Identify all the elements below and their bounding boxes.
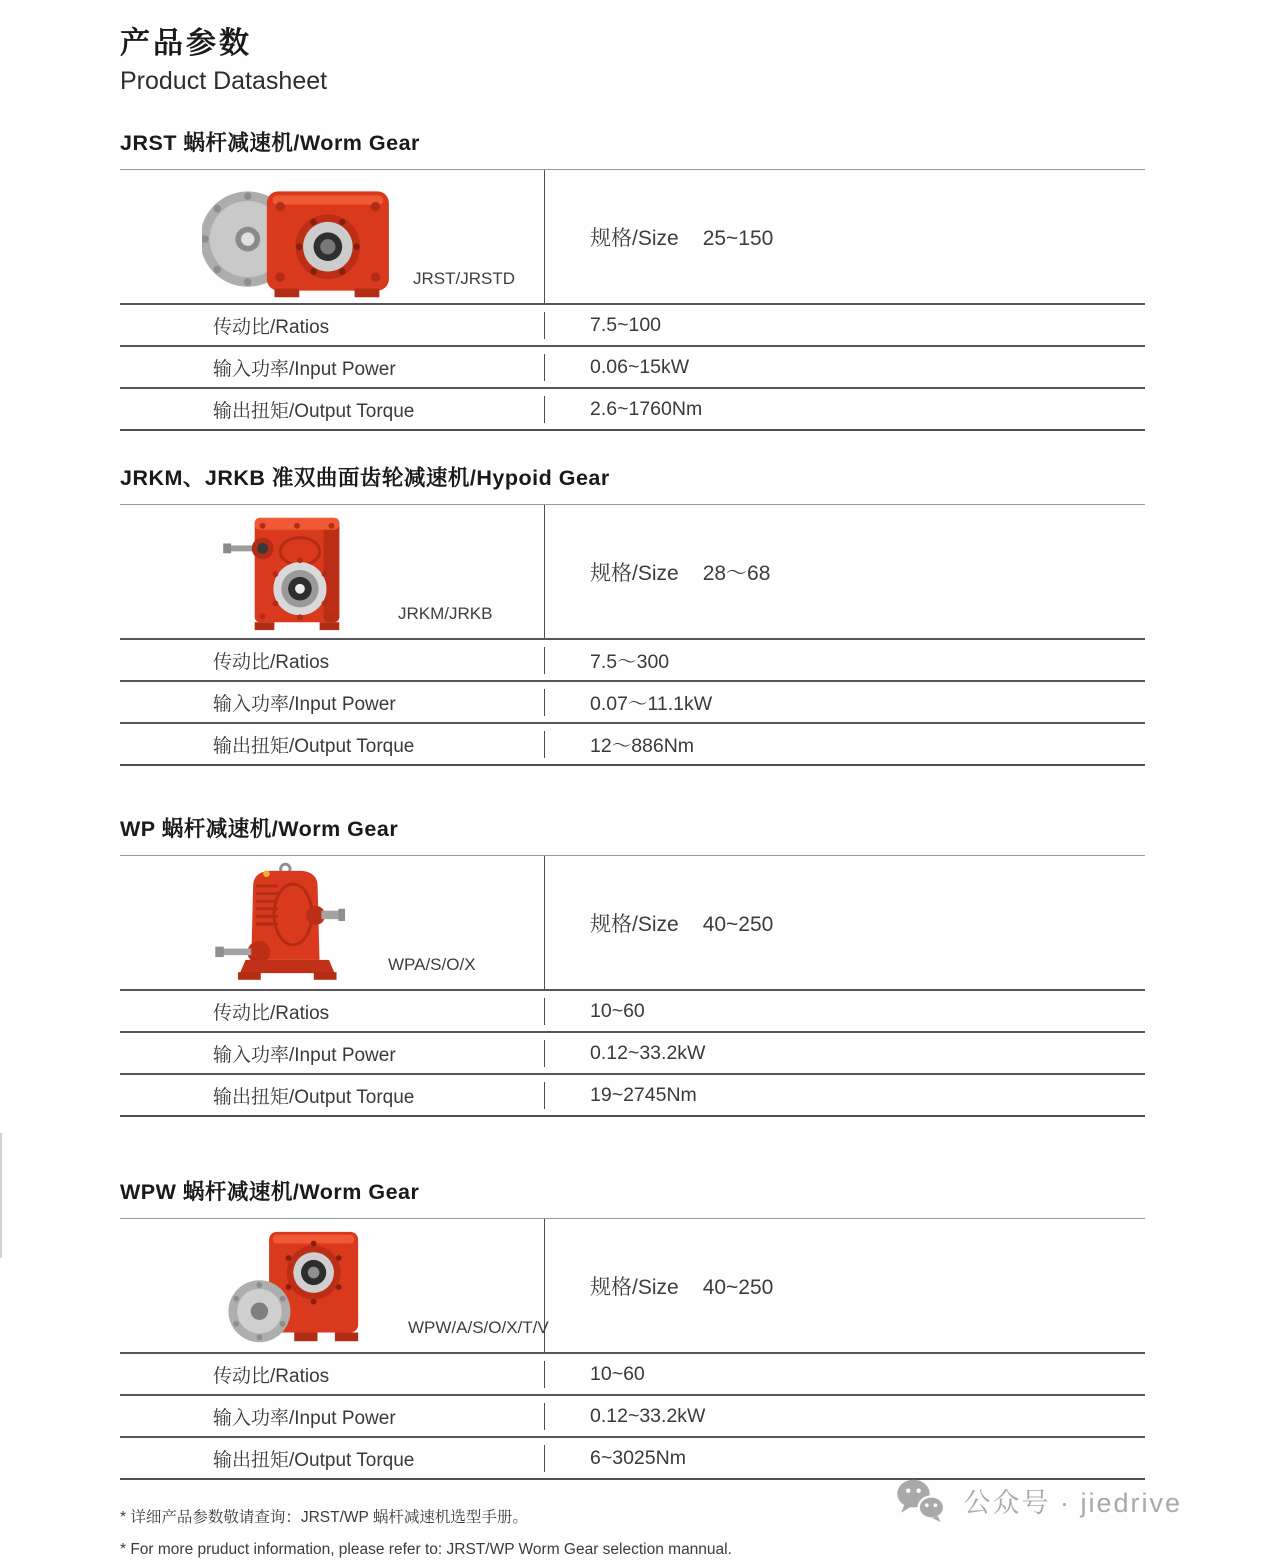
row-value: 7.5~100 — [590, 313, 662, 336]
row-label: 输出扭矩/Output Torque — [213, 400, 415, 422]
spec-table-wp — [120, 855, 1145, 1117]
image-row — [120, 505, 1145, 638]
gearbox-photo-wpw-icon — [202, 1228, 402, 1348]
size-spec-wp: 规格/Size 40~250 — [590, 912, 774, 936]
spec-table-jrst — [120, 169, 1145, 431]
row-label: 输入功率/Input Power — [213, 1407, 396, 1429]
spec-row-input-power — [120, 680, 1145, 722]
section-jrst — [120, 126, 1145, 431]
spec-row-input-power — [120, 1031, 1145, 1073]
size-spec-wpw: 规格/Size 40~250 — [590, 1275, 774, 1299]
spec-table-wpw — [120, 1218, 1145, 1480]
row-value: 19~2745Nm — [590, 1083, 697, 1106]
row-value: 10~60 — [590, 1362, 645, 1385]
row-value: 7.5～300 — [590, 651, 670, 673]
image-row — [120, 1219, 1145, 1352]
size-spec-jrst: 规格/Size 25~150 — [590, 226, 774, 250]
size-spec-jrkm: 规格/Size 28～68 — [590, 561, 771, 585]
spec-row-ratios — [120, 989, 1145, 1031]
model-label-jrkm: JRKM/JRKB — [398, 604, 493, 623]
spec-row-output-torque — [120, 722, 1145, 764]
row-value: 0.12~33.2kW — [590, 1041, 706, 1064]
section-heading-wpw: WPW 蜗杆减速机/Worm Gear — [120, 1180, 420, 1204]
gearbox-photo-wp-icon — [202, 859, 382, 985]
row-value: 0.07～11.1kW — [590, 693, 713, 715]
section-heading-jrkm: JRKM、JRKB 准双曲面齿轮减速机/Hypoid Gear — [120, 466, 610, 490]
row-label: 输入功率/Input Power — [213, 693, 396, 715]
wechat-watermark — [895, 1478, 1182, 1522]
row-label: 输出扭矩/Output Torque — [213, 735, 415, 757]
row-value: 0.12~33.2kW — [590, 1404, 706, 1427]
gearbox-photo-jrkm-icon — [202, 512, 392, 634]
spec-row-ratios — [120, 638, 1145, 680]
watermark-text: 公众号 · jiedrive — [963, 1487, 1182, 1518]
footnote-en: * For more pruduct information, please refer to: JRST/WP Worm Gear selection mannual. — [120, 1540, 732, 1558]
image-row — [120, 856, 1145, 989]
wechat-icon — [895, 1478, 947, 1522]
row-label: 传动比/Ratios — [213, 316, 330, 338]
section-heading-wp: WP 蜗杆减速机/Worm Gear — [120, 817, 399, 841]
spec-row-output-torque — [120, 1073, 1145, 1115]
row-value: 2.6~1760Nm — [590, 397, 703, 420]
row-label: 传动比/Ratios — [213, 651, 330, 673]
row-label: 输出扭矩/Output Torque — [213, 1086, 415, 1108]
page-title-zh: 产品参数 — [120, 27, 252, 60]
model-label-wpw: WPW/A/S/O/X/T/V — [408, 1318, 549, 1337]
spec-row-ratios — [120, 1352, 1145, 1394]
image-row — [120, 170, 1145, 303]
row-label: 输出扭矩/Output Torque — [213, 1449, 415, 1471]
row-value: 0.06~15kW — [590, 355, 690, 378]
row-label: 输入功率/Input Power — [213, 1044, 396, 1066]
spec-row-input-power — [120, 1394, 1145, 1436]
row-label: 传动比/Ratios — [213, 1002, 330, 1024]
spec-row-output-torque — [120, 387, 1145, 429]
footnote-zh: * 详细产品参数敬请查询：JRST/WP 蜗杆减速机选型手册。 — [120, 1509, 528, 1526]
row-value: 6~3025Nm — [590, 1446, 686, 1469]
section-jrkm — [120, 461, 1145, 766]
spec-row-input-power — [120, 345, 1145, 387]
spec-row-output-torque — [120, 1436, 1145, 1478]
row-label: 输入功率/Input Power — [213, 358, 396, 380]
row-value: 12～886Nm — [590, 735, 695, 757]
spec-row-ratios — [120, 303, 1145, 345]
page-title-en: Product Datasheet — [120, 67, 328, 95]
row-label: 传动比/Ratios — [213, 1365, 330, 1387]
section-wpw — [120, 1175, 1145, 1480]
spec-table-jrkm — [120, 504, 1145, 766]
scan-edge-artifact — [0, 1133, 2, 1258]
section-heading-jrst: JRST 蜗杆减速机/Worm Gear — [120, 131, 420, 155]
section-wp — [120, 812, 1145, 1117]
gearbox-photo-jrst-icon — [202, 183, 407, 299]
row-value: 10~60 — [590, 999, 645, 1022]
model-label-jrst: JRST/JRSTD — [413, 269, 515, 288]
model-label-wp: WPA/S/O/X — [388, 955, 476, 974]
